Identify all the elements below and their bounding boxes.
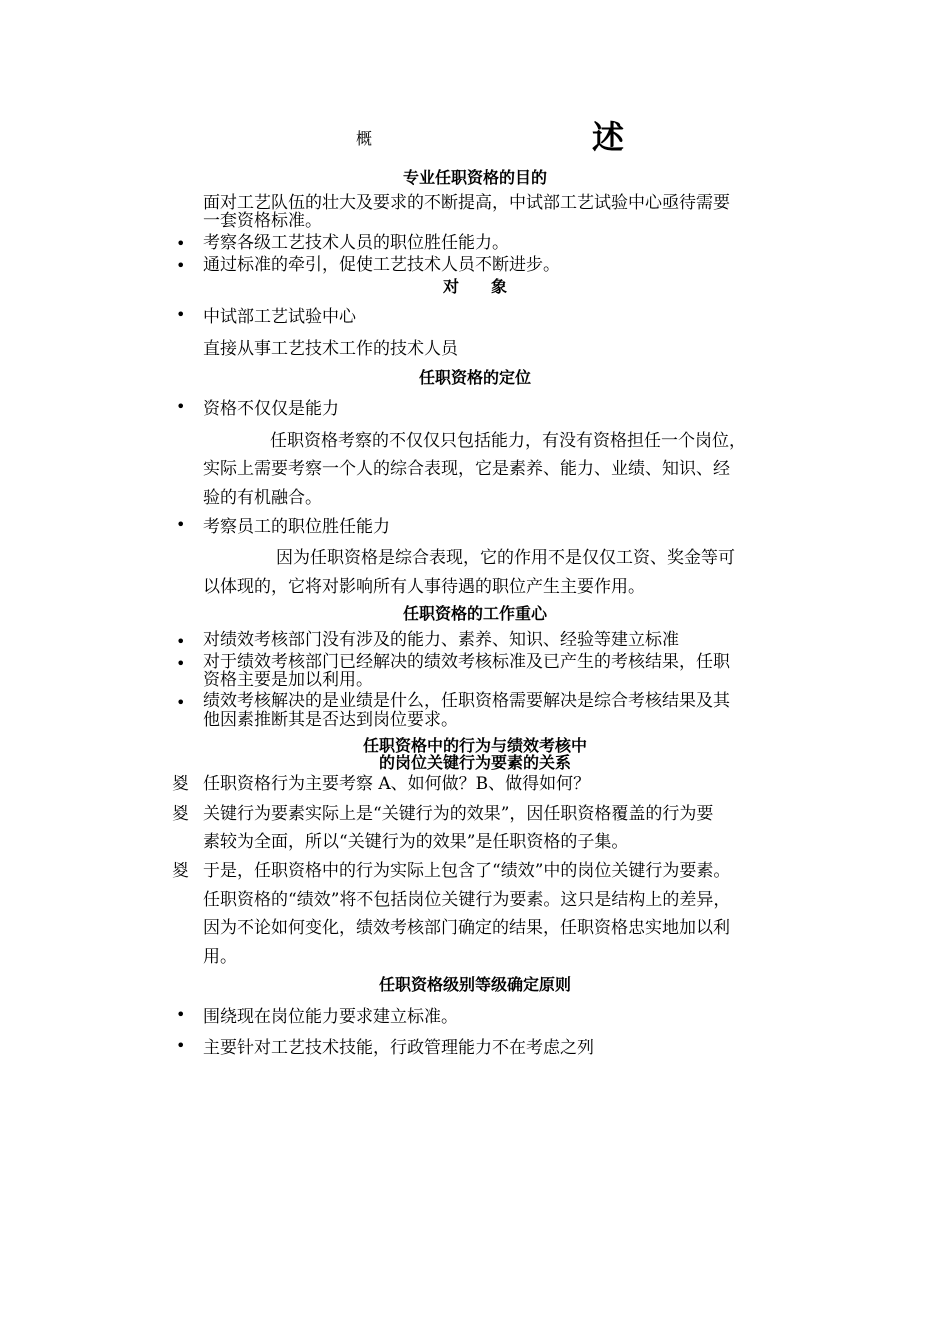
positioning-para1-line-3: 验的有机融合。: [203, 488, 322, 508]
bullet-icon: •: [176, 654, 186, 673]
positioning-para1-line-2: 实际上需要考察一个人的综合表现，它是素养、能力、业绩、知识、经: [203, 459, 730, 479]
focus-bullet-1: 对绩效考核部门没有涉及的能力、素养、知识、经验等建立标准: [203, 630, 679, 650]
purpose-paragraph-line-2: 一套资格标准。: [203, 211, 322, 231]
title-char-2: 述: [592, 118, 625, 156]
purpose-bullet-1: 考察各级工艺技术人员的职位胜任能力。: [203, 233, 509, 253]
purpose-paragraph-line-1: 面对工艺队伍的壮大及要求的不断提高，中试部工艺试验中心亟待需要: [203, 193, 730, 213]
relation-item-3-line-1: 于是，任职资格中的行为实际上包含了“绩效”中的岗位关键行为要素。: [203, 861, 731, 881]
relation-item-1: 任职资格行为主要考察 A、如何做？B、做得如何？: [203, 774, 591, 794]
bullet-icon: •: [176, 632, 186, 651]
focus-bullet-3-line-2: 他因素推断其是否达到岗位要求。: [203, 710, 458, 730]
bullet-icon: •: [176, 1036, 186, 1055]
section-heading-relation-line-2: 的岗位关键行为要素的关系: [378, 753, 571, 772]
relation-item-3-line-2: 任职资格的“绩效”将不包括岗位关键行为要素。这只是结构上的差异，: [203, 890, 731, 910]
bullet-icon: •: [176, 256, 186, 275]
relation-item-2-line-1: 关键行为要素实际上是“关键行为的效果”，因任职资格覆盖的行为要: [203, 804, 714, 824]
section-heading-purpose: 专业任职资格的目的: [402, 168, 547, 187]
target-line: 直接从事工艺技术工作的技术人员: [203, 339, 458, 359]
list-marker-icon: 㚇: [172, 804, 189, 824]
target-bullet-1: 中试部工艺试验中心: [203, 307, 356, 327]
section-heading-principles: 任职资格级别等级确定原则: [378, 975, 571, 994]
principles-bullet-2: 主要针对工艺技术技能，行政管理能力不在考虑之列: [203, 1038, 594, 1058]
focus-bullet-3-line-1: 绩效考核解决的是业绩是什么，任职资格需要解决是综合考核结果及其: [203, 691, 730, 711]
relation-item-3-line-4: 用。: [203, 947, 237, 967]
relation-item-3-line-3: 因为不论如何变化，绩效考核部门确定的结果，任职资格忠实地加以利: [203, 918, 730, 938]
positioning-para1-line-1: 任职资格考察的不仅仅只包括能力，有没有资格担任一个岗位，: [270, 431, 746, 451]
bullet-icon: •: [176, 693, 186, 712]
section-heading-target: 对 象: [442, 277, 507, 296]
list-marker-icon: 㚇: [172, 861, 189, 881]
bullet-icon: •: [176, 397, 186, 416]
bullet-icon: •: [176, 515, 186, 534]
section-heading-relation-line-1: 任职资格中的行为与绩效考核中: [362, 736, 587, 755]
positioning-bullet-1: 资格不仅仅是能力: [203, 399, 339, 419]
focus-bullet-2-line-2: 资格主要是加以利用。: [203, 670, 373, 690]
positioning-para2-line-1: 因为任职资格是综合表现，它的作用不是仅仅工资、奖金等可: [276, 548, 735, 568]
purpose-bullet-2: 通过标准的牵引，促使工艺技术人员不断进步。: [203, 255, 560, 275]
section-heading-positioning: 任职资格的定位: [418, 368, 531, 387]
positioning-bullet-2: 考察员工的职位胜任能力: [203, 517, 390, 537]
bullet-icon: •: [176, 305, 186, 324]
relation-item-2-line-2: 素较为全面，所以“关键行为的效果”是任职资格的子集。: [203, 832, 629, 852]
principles-bullet-1: 围绕现在岗位能力要求建立标准。: [203, 1007, 458, 1027]
positioning-para2-line-2: 以体现的，它将对影响所有人事待遇的职位产生主要作用。: [203, 577, 645, 597]
focus-bullet-2-line-1: 对于绩效考核部门已经解决的绩效考核标准及已产生的考核结果，任职: [203, 652, 730, 672]
title-char-1: 概: [356, 129, 373, 148]
list-marker-icon: 㚇: [172, 774, 189, 794]
bullet-icon: •: [176, 234, 186, 253]
bullet-icon: •: [176, 1005, 186, 1024]
section-heading-focus: 任职资格的工作重心: [402, 604, 547, 623]
